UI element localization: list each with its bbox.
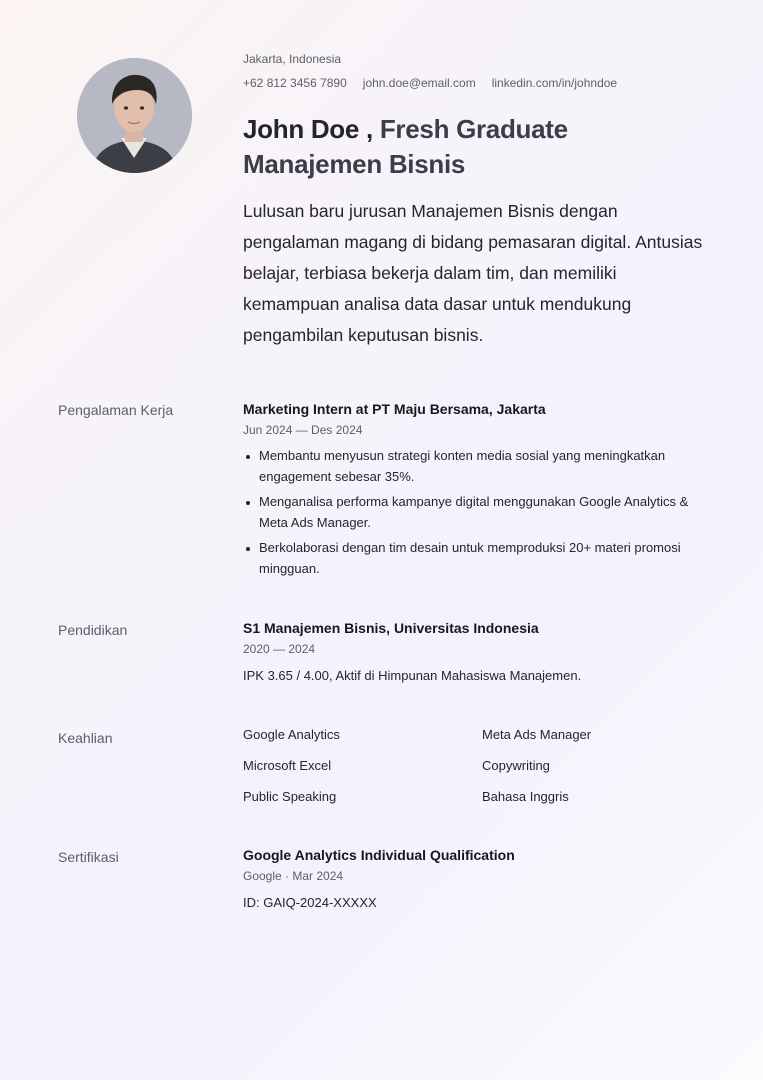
profile-photo xyxy=(77,58,192,173)
education-period: 2020 — 2024 xyxy=(243,642,316,656)
experience-section xyxy=(243,400,713,584)
candidate-title: Fresh Graduate Manajemen Bisnis xyxy=(243,114,568,179)
skill-item: Microsoft Excel xyxy=(243,758,332,773)
certification-section xyxy=(243,846,713,912)
education-detail: IPK 3.65 / 4.00, Aktif di Himpunan Mahasiswa Manajemen. xyxy=(243,668,582,683)
linkedin-link[interactable]: linkedin.com/in/johndoe xyxy=(491,76,618,90)
certification-title: Google Analytics Individual Qualification xyxy=(243,847,515,863)
contact-row xyxy=(243,76,617,90)
skill-item: Bahasa Inggris xyxy=(482,789,569,804)
list-item: Menganalisa performa kampanye digital menggunakan Google Analytics & Meta Ads Manager. xyxy=(259,492,709,533)
education-title: S1 Manajemen Bisnis, Universitas Indonesia xyxy=(243,620,539,636)
list-item: Berkolaborasi dengan tim desain untuk memproduksi 20+ materi promosi mingguan. xyxy=(259,538,709,579)
experience-period: Jun 2024 — Des 2024 xyxy=(243,423,363,437)
candidate-name: John Doe , xyxy=(243,114,373,144)
certification-id: ID: GAIQ-2024-XXXXX xyxy=(243,895,377,910)
experience-bullets xyxy=(243,446,713,579)
location: Jakarta, Indonesia xyxy=(243,52,342,66)
email-link[interactable]: john.doe@email.com xyxy=(362,76,476,90)
list-item: Membantu menyusun strategi konten media sosial yang meningkatkan engagement sebesar 35%. xyxy=(259,446,709,487)
skills-grid xyxy=(243,725,713,806)
avatar xyxy=(77,58,192,173)
education-section xyxy=(243,619,713,685)
skill-item: Google Analytics xyxy=(243,727,340,742)
page-title xyxy=(243,112,713,182)
section-label-skills: Keahlian xyxy=(58,730,113,746)
experience-title: Marketing Intern at PT Maju Bersama, Jakarta xyxy=(243,401,546,417)
skill-item: Copywriting xyxy=(482,758,550,773)
section-label-certification: Sertifikasi xyxy=(58,849,119,865)
section-label-education: Pendidikan xyxy=(58,622,128,638)
skill-item: Public Speaking xyxy=(243,789,337,804)
certification-meta: Google · Mar 2024 xyxy=(243,869,344,883)
section-label-experience: Pengalaman Kerja xyxy=(58,402,174,418)
profile-summary: Lulusan baru jurusan Manajemen Bisnis dengan pengalaman magang di bidang pemasaran digital. Antusias belajar, terbiasa bekerja dalam tim, dan memiliki kemampuan analisa data dasar untuk mendukung pengambilan keputusan bisnis. xyxy=(243,201,703,345)
phone-number: +62 812 3456 7890 xyxy=(243,76,347,90)
skill-item: Meta Ads Manager xyxy=(482,727,592,742)
